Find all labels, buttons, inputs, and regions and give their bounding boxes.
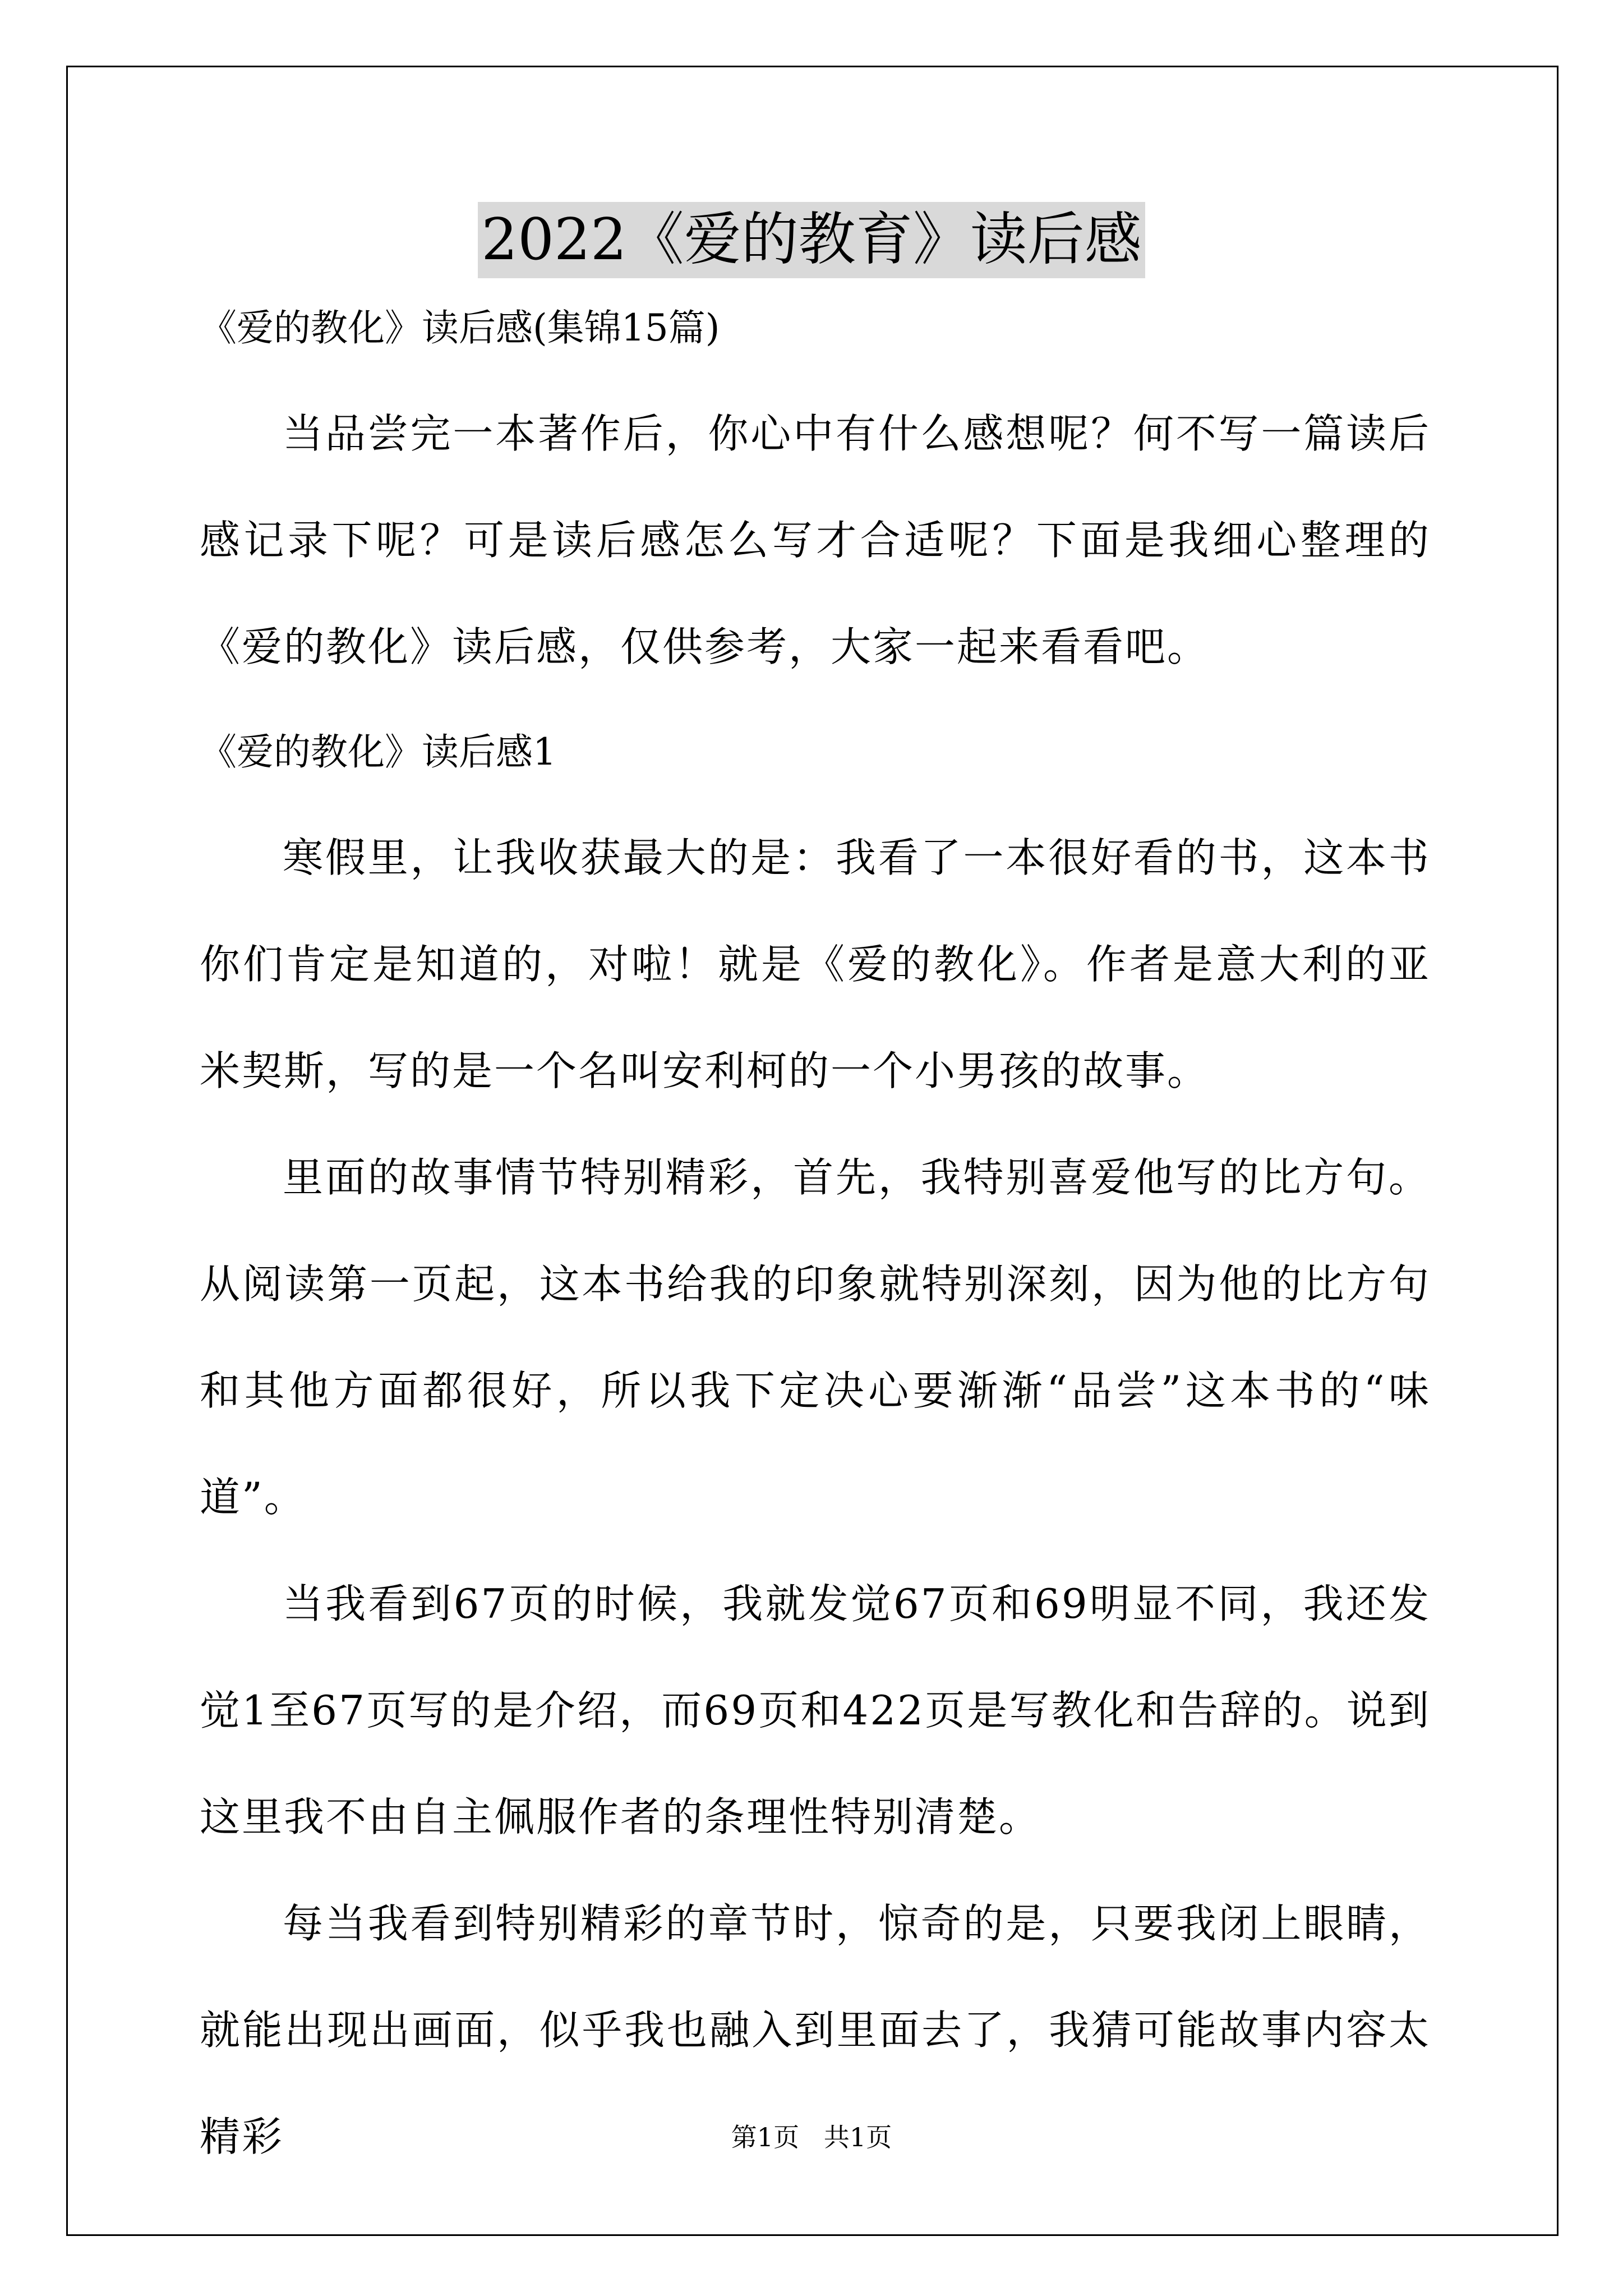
intro-paragraph: 当品尝完一本著作后，你心中有什么感想呢？何不写一篇读后感记录下呢？可是读后感怎么写才合适呢？下面是我细心整理的《爱的教化》读后感，仅供参考，大家一起来看看吧。 <box>200 410 1431 670</box>
body-paragraph: 当我看到67页的时候，我就发觉67页和69明显不同，我还发觉1至67页写的是介绍，而69页和422页是写教化和告辞的。说到这里我不由自主佩服作者的条理性特别清楚。 <box>200 1580 1431 1841</box>
title-container <box>0 202 1623 278</box>
page-footer: 第1页 共1页 <box>731 2122 892 2152</box>
document-subtitle: 《爱的教化》读后感(集锦15篇) <box>200 306 720 349</box>
document-title: 2022《爱的教育》读后感 <box>478 202 1145 278</box>
body-paragraph: 每当我看到特别精彩的章节时，惊奇的是，只要我闭上眼睛，就能出现出画面，似乎我也融入到里面去了，我猜可能故事内容太精彩 <box>200 1900 1431 2160</box>
document-body <box>200 303 1431 2190</box>
body-paragraph: 里面的故事情节特别精彩，首先，我特别喜爱他写的比方句。从阅读第一页起，这本书给我的印象就特别深刻，因为他的比方句和其他方面都很好，所以我下定决心要渐渐“品尝”这本书的“味道”。 <box>200 1154 1431 1521</box>
body-paragraph: 寒假里，让我收获最大的是：我看了一本很好看的书，这本书你们肯定是知道的，对啦！就是《爱的教化》。作者是意大利的亚米契斯，写的是一个名叫安利柯的一个小男孩的故事。 <box>200 834 1431 1094</box>
section-heading: 《爱的教化》读后感1 <box>200 730 556 774</box>
